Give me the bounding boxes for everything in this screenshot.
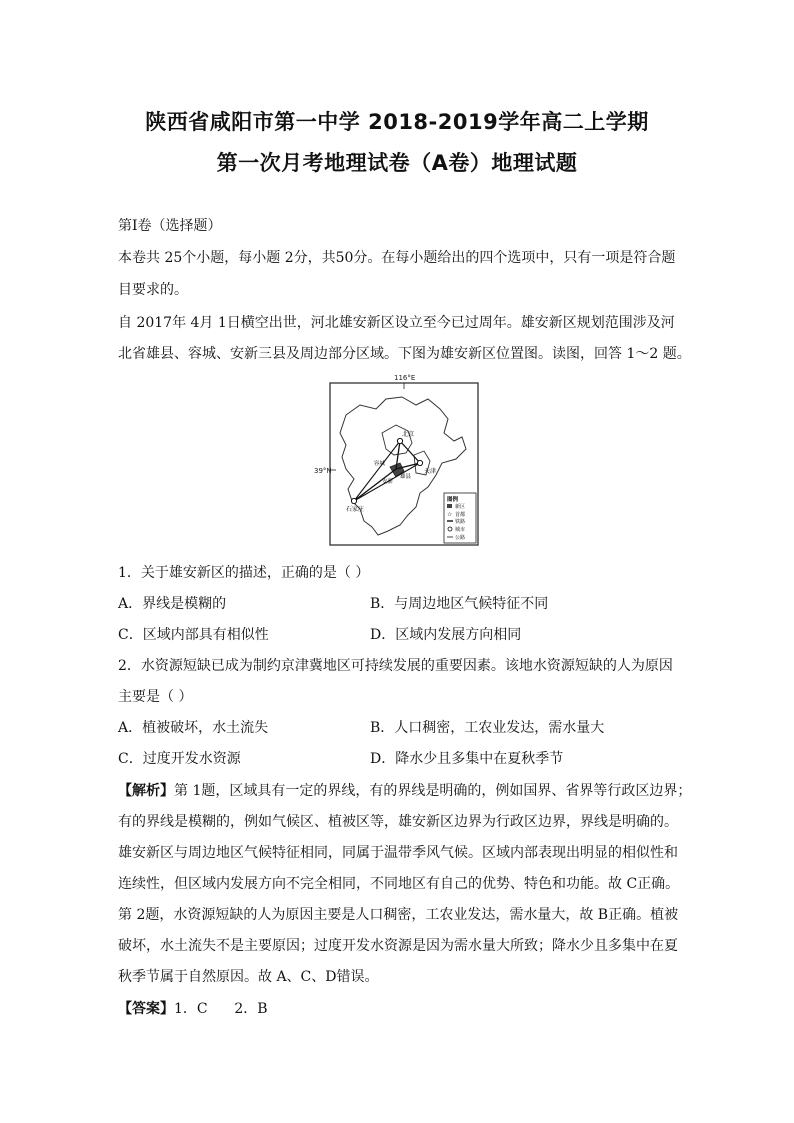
legend-title: 图例 bbox=[447, 497, 459, 503]
xiongan-location-map bbox=[316, 375, 480, 547]
exam-title-line1: 陕西省咸阳市第一中学 2018-2019学年高二上学期 bbox=[145, 110, 649, 134]
q2-option-c: C．过度开发水资源 bbox=[118, 751, 241, 767]
intro-line2: 北省雄县、容城、安新三县及周边部分区域。下图为雄安新区位置图。读图，回答 1～2 题。 bbox=[118, 346, 691, 362]
q1-option-a: A．界线是模糊的 bbox=[118, 596, 227, 612]
analysis-line5: 第 2题，水资源短缺的人为原因主要是人口稠密，工农业发达，需水量大，故 B正确。植被 bbox=[118, 907, 679, 923]
city-label: 安新 bbox=[382, 479, 394, 485]
analysis-line2: 有的界线是模糊的，例如气候区、植被区等，雄安新区边界为行政区边界，界线是明确的。 bbox=[118, 814, 678, 830]
q1-option-d: D．区域内发展方向相同 bbox=[370, 627, 522, 643]
legend-swatch-city bbox=[448, 527, 452, 531]
answer-line bbox=[118, 998, 268, 1018]
legend-swatch-area bbox=[447, 504, 452, 508]
instruction-line1: 本卷共 25个小题，每小题 2分，共50分。在每小题给出的四个选项中，只有一项是符合题 bbox=[118, 250, 676, 266]
lon-label: 116°E bbox=[394, 374, 416, 382]
city-label: 石家庄 bbox=[346, 506, 365, 513]
analysis-line1: 【解析】第 1题，区域具有一定的界线，有的界线是明确的，例如国界、省界等行政区边界； bbox=[118, 783, 692, 799]
analysis-line6: 破坏，水土流失不是主要原因；过度开发水资源是因为需水量大所致；降水少且多集中在夏 bbox=[118, 938, 678, 954]
q1-stem: 1．关于雄安新区的描述，正确的是（ ） bbox=[118, 565, 370, 581]
analysis-label: 【解析】 bbox=[118, 783, 174, 799]
analysis-line4: 连续性，但区域内发展方向不完全相同，不同地区有自己的优势、特色和功能。故 C正确。 bbox=[118, 876, 680, 892]
legend-item: 铁路 bbox=[455, 519, 466, 525]
city-label: 容城 bbox=[374, 461, 386, 467]
star-icon: ☆ bbox=[447, 511, 453, 518]
tianjin-marker bbox=[417, 460, 422, 465]
city-label: 北京 bbox=[402, 431, 415, 438]
q2-stem-line1: 2．水资源短缺已成为制约京津冀地区可持续发展的重要因素。该地水资源短缺的人为原因 bbox=[118, 658, 673, 674]
analysis-line3: 雄安新区与周边地区气候特征相同，同属于温带季风气候。区域内部表现出明显的相似性和 bbox=[118, 845, 678, 861]
instruction-line2: 目要求的。 bbox=[118, 282, 188, 298]
answer-text: 1．C 2．B bbox=[174, 1001, 268, 1017]
exam-title-line2: 第一次月考地理试卷（A卷）地理试题 bbox=[216, 151, 578, 175]
q2-option-a: A．植被破坏，水土流失 bbox=[118, 720, 269, 736]
beijing-marker bbox=[397, 438, 402, 443]
city-label: 雄县 bbox=[400, 474, 412, 480]
legend-item: 首都 bbox=[455, 512, 466, 518]
q2-option-b: B．人口稠密，工农业发达，需水量大 bbox=[370, 720, 605, 736]
lat-label: 39°N bbox=[314, 467, 332, 475]
shijiazhuang-marker bbox=[351, 498, 356, 503]
q2-option-d: D．降水少且多集中在夏秋季节 bbox=[370, 751, 564, 767]
answer-label: 【答案】 bbox=[118, 1001, 174, 1017]
legend-item: 新区 bbox=[455, 504, 466, 510]
legend-item: 城市 bbox=[455, 527, 466, 533]
intro-line1: 自 2017年 4月 1日横空出世，河北雄安新区设立至今已过周年。雄安新区规划范围涉及河 bbox=[118, 315, 675, 331]
q2-stem-line2: 主要是（ ） bbox=[118, 689, 193, 705]
q1-option-c: C．区域内部具有相似性 bbox=[118, 627, 269, 643]
city-label: 天津 bbox=[424, 468, 437, 475]
analysis-line7: 秋季节属于自然原因。故 A、C、D错误。 bbox=[118, 969, 379, 985]
section-heading: 第Ⅰ卷（选择题） bbox=[118, 218, 222, 234]
legend-item: 公路 bbox=[455, 535, 466, 541]
q1-option-b: B．与周边地区气候特征不同 bbox=[370, 596, 549, 612]
